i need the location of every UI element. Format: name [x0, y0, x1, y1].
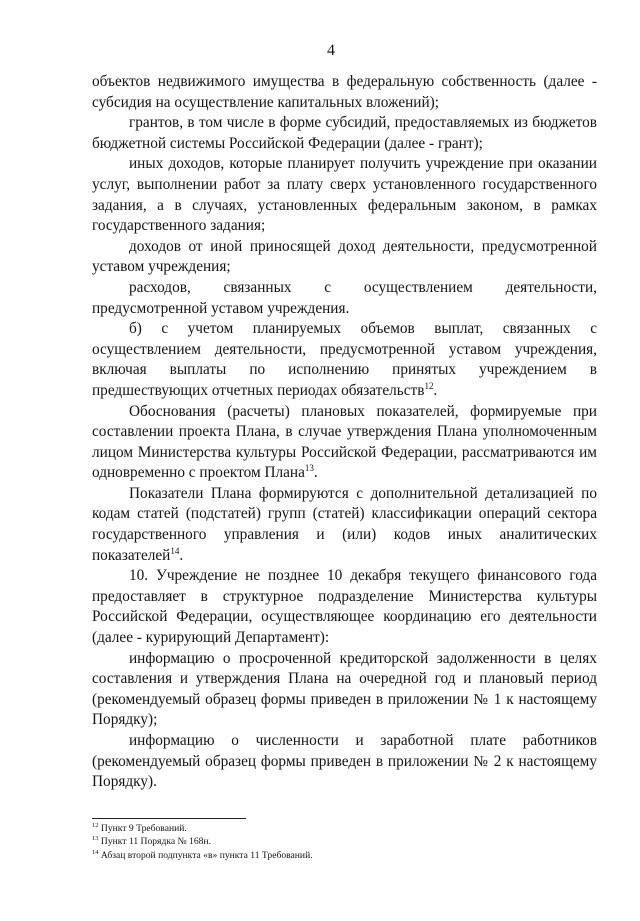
footnote — [92, 849, 597, 862]
paragraph — [92, 566, 597, 648]
paragraph — [92, 237, 597, 278]
footnote-text: Пункт 9 Требований. — [98, 823, 187, 834]
paragraph-end-punctuation: . — [179, 546, 184, 564]
footnote-separator — [92, 818, 246, 819]
footnote-text: Абзац второй подпункта «в» пункта 11 Требований. — [98, 849, 313, 861]
page-number: 4 — [327, 42, 335, 59]
paragraph — [92, 113, 597, 154]
body-text — [92, 72, 597, 793]
footnote-mark: 13 — [92, 835, 99, 843]
paragraph — [92, 731, 597, 793]
footnote — [92, 835, 597, 848]
paragraph-text: доходов от иной приносящей доход деятельности, предусмотренной уставом учреждения; — [92, 237, 597, 276]
paragraph-text: б) с учетом планируемых объемов выплат, связанных с осуществлением деятельности, предусмотренной уставом учреждения, включая выплаты по исполнению принятых учреждением в предшествующих отчетных периодах обязательств — [92, 320, 597, 399]
footnote-reference: 13 — [304, 463, 314, 474]
footnote — [92, 822, 597, 835]
footnotes — [92, 822, 597, 862]
paragraph-text: 10. Учреждение не позднее 10 декабря текущего финансового года предоставляет в структурное подразделение Министерства культуры Российской Федерации, осуществляющее координацию его деятельности (далее - курирующий Департамент): — [92, 567, 597, 647]
footnote-mark: 12 — [92, 821, 99, 829]
paragraph — [92, 649, 597, 731]
paragraph-text: расходов, связанных с осуществлением деятельности, предусмотренной уставом учреждения. — [92, 278, 597, 317]
paragraph-end-punctuation: . — [433, 381, 438, 399]
paragraph — [92, 72, 597, 113]
paragraph-text: информацию о просроченной кредиторской задолженности в целях составления и утверждения Плана на очередной год и плановый период (рекомендуемый образец формы приведен в приложении № 1 к настоящему Порядку); — [92, 649, 597, 729]
footnote-mark: 14 — [92, 848, 99, 856]
paragraph-text: иных доходов, которые планирует получить учреждение при оказании услуг, выполнении работ за плату сверх установленного государственного задания, а в случаях, установленных федеральным законом, в рамках государственного задания; — [92, 155, 597, 235]
paragraph-text: Показатели Плана формируются с дополнительной детализацией по кодам статей (подстатей) групп (статей) классификации операций сектора государственного управления и (или) кодов иных аналитических показателей — [92, 484, 597, 564]
paragraph — [92, 154, 597, 236]
paragraph — [92, 278, 597, 319]
paragraph-end-punctuation: . — [313, 464, 318, 482]
paragraph-text: грантов, в том числе в форме субсидий, предоставляемых из бюджетов бюджетной системы Российской Федерации (далее - грант); — [92, 114, 597, 152]
footnote-text: Пункт 11 Порядка № 168н. — [98, 836, 211, 848]
paragraph — [92, 319, 597, 401]
footnote-reference: 14 — [170, 545, 180, 556]
paragraph — [92, 402, 597, 484]
paragraph-text: объектов недвижимого имущества в федеральную собственность (далее - субсидия на осуществление капитальных вложений); — [92, 73, 597, 111]
paragraph-text: информацию о численности и заработной плате работников (рекомендуемый образец формы приведен в приложении № 2 к настоящему Порядку). — [92, 732, 597, 791]
footnote-reference: 12 — [424, 380, 434, 391]
paragraph — [92, 484, 597, 566]
paragraph-text: Обоснования (расчеты) плановых показателей, формируемые при составлении проекта Плана, в случае утверждения Плана уполномоченным лицом Министерства культуры Российской Федерации, рассматриваются им одновременно с проектом Плана — [92, 402, 597, 482]
